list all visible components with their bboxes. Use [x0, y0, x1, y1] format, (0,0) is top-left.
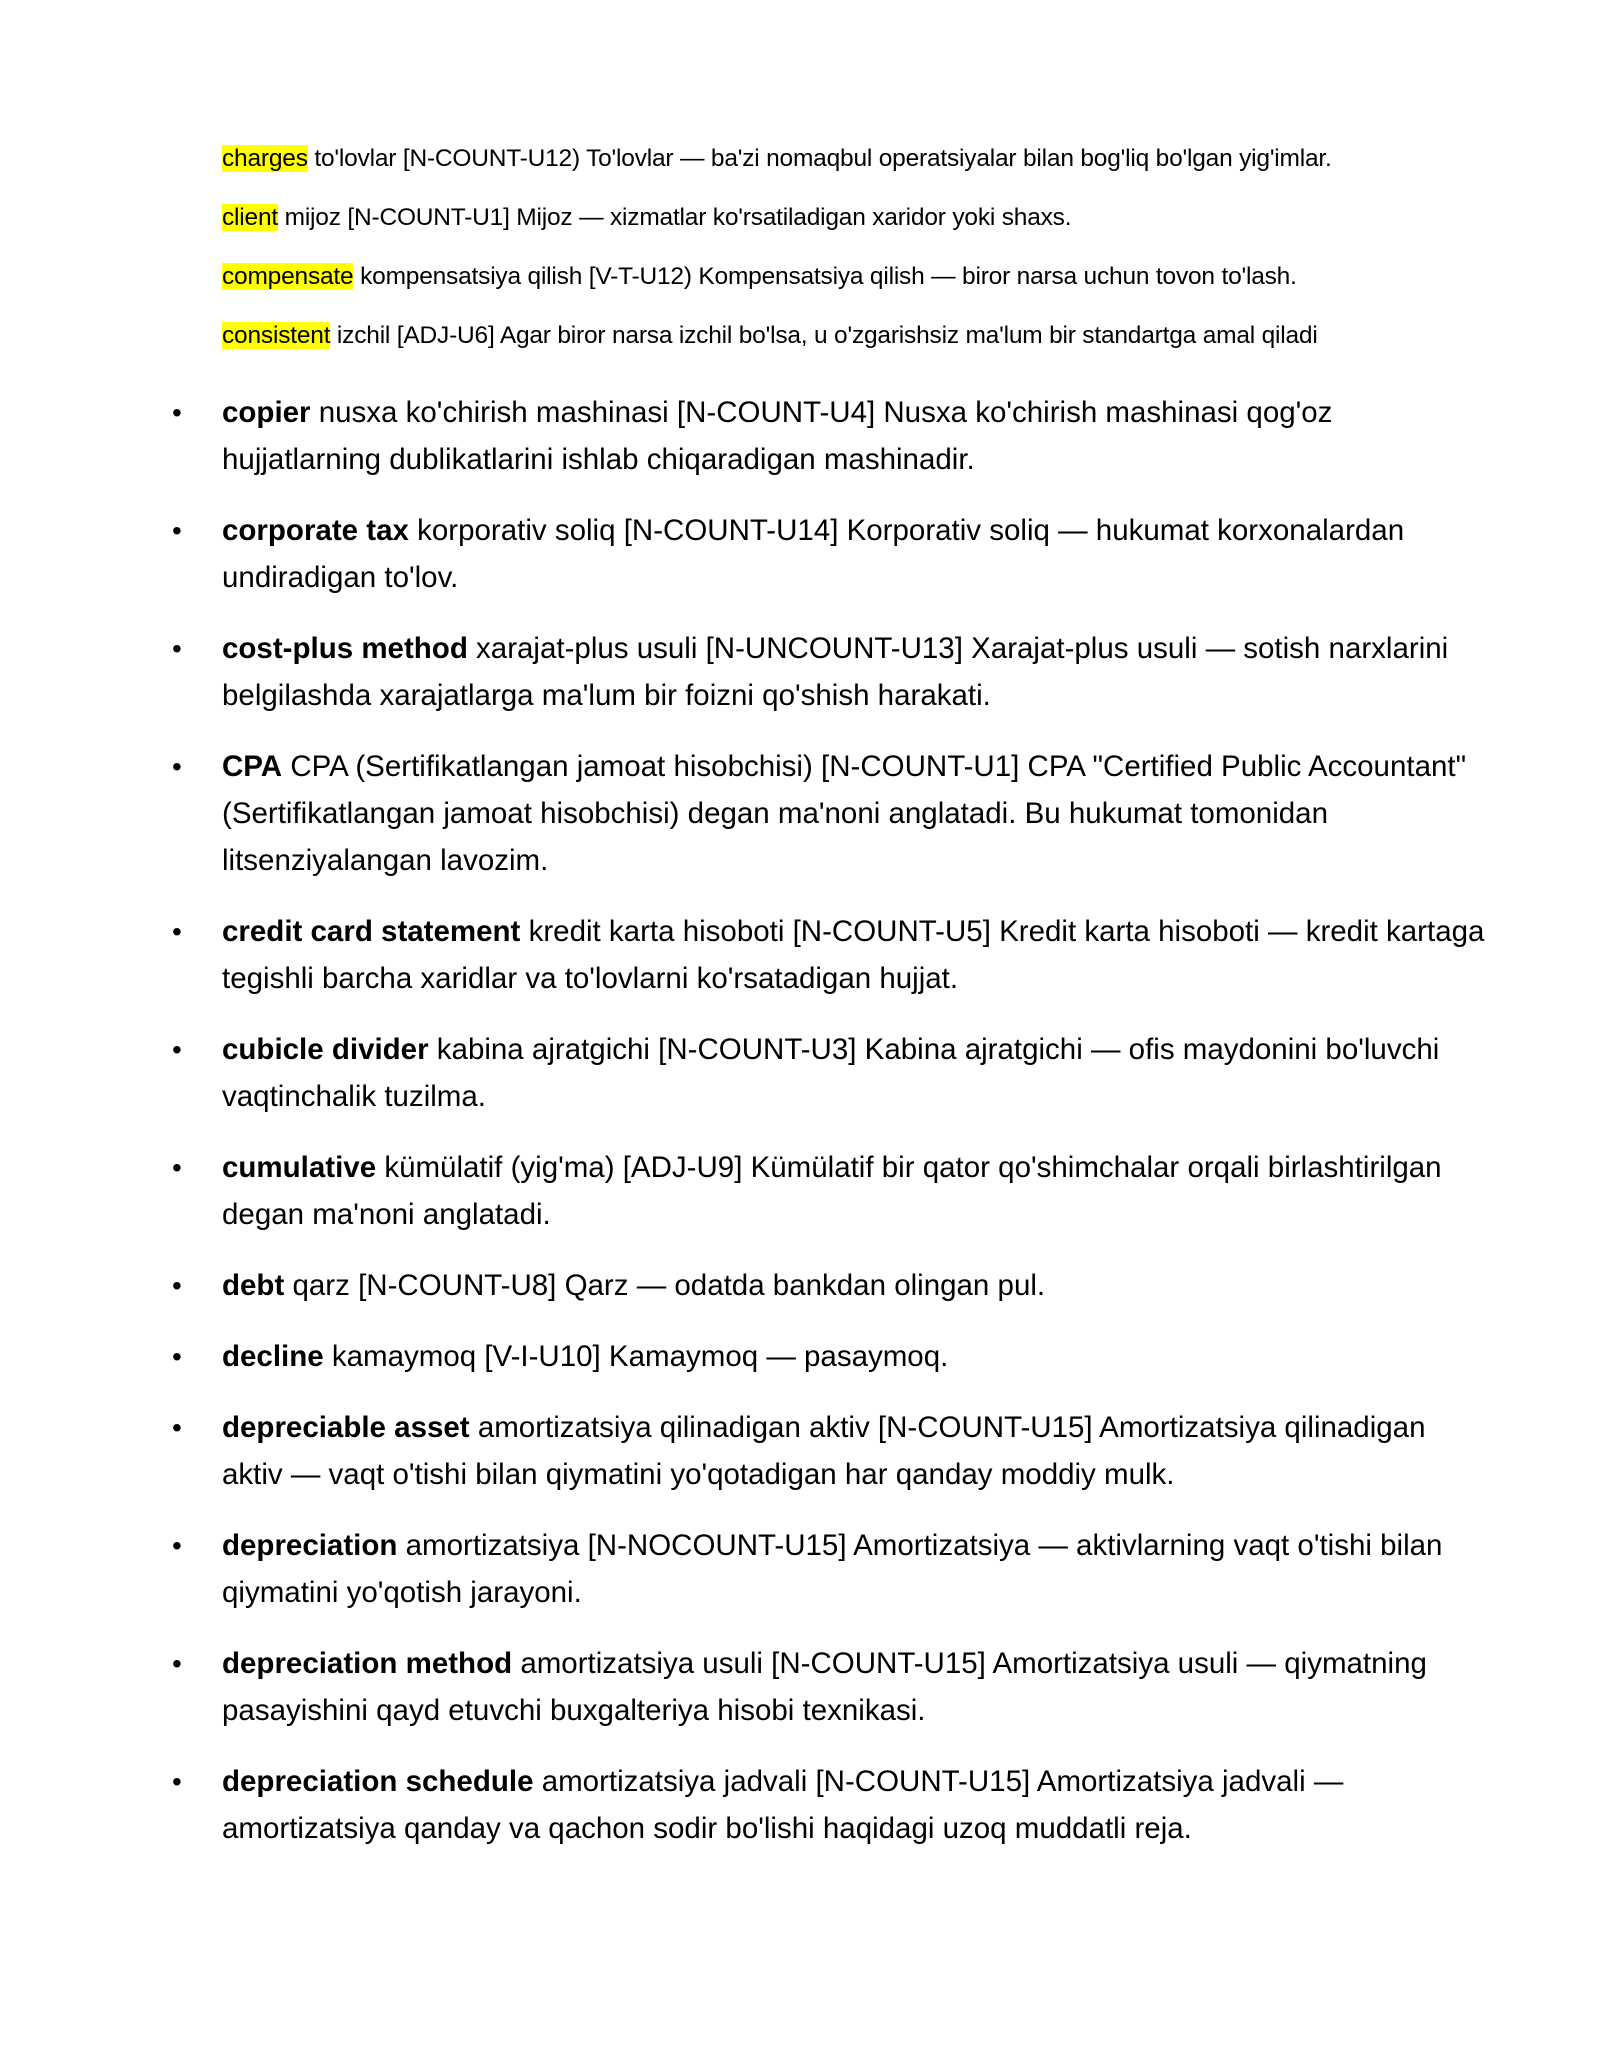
glossary-entry-compensate: [222, 260, 1522, 294]
entry-definition: kamaymoq [V-I-U10] Kamaymoq — pasaymoq.: [331, 1340, 949, 1373]
entry-term: depreciation schedule: [222, 1765, 534, 1798]
entry-definition: kümülatif (yig'ma) [ADJ-U9] Kümülatif bir qator qo'shimchalar orqali birlashtirilgan degan ma'noni anglatadi.: [222, 1151, 1442, 1231]
glossary-entry-depreciation-schedule: [172, 1758, 1492, 1852]
glossary-entry-depreciable-asset: [172, 1404, 1492, 1498]
glossary-bullet-list: [172, 389, 1492, 1876]
glossary-entry-cubicle-divider: [172, 1026, 1492, 1120]
bullet-icon: •: [172, 1341, 182, 1372]
glossary-entry-decline: [172, 1333, 1492, 1380]
glossary-entry-corporate-tax: [172, 507, 1492, 601]
entry-term: debt: [222, 1269, 285, 1302]
entry-definition: xarajat-plus usuli [N-UNCOUNT-U13] Xarajat-plus usuli — sotish narxlarini belgilashda xarajatlarga ma'lum bir foizni qo'shish harakati.: [222, 632, 1449, 712]
bullet-icon: •: [172, 751, 182, 782]
highlighted-glossary-block: [222, 142, 1522, 378]
bullet-icon: •: [172, 1766, 182, 1797]
bullet-icon: •: [172, 397, 182, 428]
glossary-entry-consistent: [222, 319, 1522, 353]
entry-definition: CPA (Sertifikatlangan jamoat hisobchisi) [N-COUNT-U1] CPA "Certified Public Accountant" (Sertifikatlangan jamoat hisobchisi) degan ma'noni anglatadi. Bu hukumat tomonidan litsenziyalangan lavozim.: [222, 750, 1467, 877]
glossary-entry-debt: [172, 1262, 1492, 1309]
entry-definition: korporativ soliq [N-COUNT-U14] Korporativ soliq — hukumat korxonalardan undiradigan to'lov.: [222, 514, 1405, 594]
entry-term: depreciation method: [222, 1647, 513, 1680]
entry-term: depreciable asset: [222, 1411, 470, 1444]
bullet-icon: •: [172, 515, 182, 546]
entry-term: cumulative: [222, 1151, 377, 1184]
entry-definition: kompensatsiya qilish [V-T-U12) Kompensatsiya qilish — biror narsa uchun tovon to'lash.: [360, 263, 1297, 290]
entry-definition: to'lovlar [N-COUNT-U12) To'lovlar — ba'zi nomaqbul operatsiyalar bilan bog'liq bo'lgan yig'imlar.: [314, 145, 1332, 172]
glossary-entry-charges: [222, 142, 1522, 176]
glossary-entry-depreciation-method: [172, 1640, 1492, 1734]
highlighted-term: charges: [222, 145, 308, 172]
bullet-icon: •: [172, 633, 182, 664]
entry-term: cost-plus method: [222, 632, 468, 665]
entry-definition: amortizatsiya usuli [N-COUNT-U15] Amortizatsiya usuli — qiymatning pasayishini qayd etuvchi buxgalteriya hisobi texnikasi.: [222, 1647, 1427, 1727]
entry-definition: mijoz [N-COUNT-U1] Mijoz — xizmatlar ko'rsatiladigan xaridor yoki shaxs.: [284, 204, 1072, 231]
entry-term: decline: [222, 1340, 324, 1373]
bullet-icon: •: [172, 1412, 182, 1443]
highlighted-term: client: [222, 204, 278, 231]
highlighted-term: consistent: [222, 322, 331, 349]
entry-term: CPA: [222, 750, 283, 783]
entry-definition: amortizatsiya [N-NOCOUNT-U15] Amortizatsiya — aktivlarning vaqt o'tishi bilan qiymatini yo'qotish jarayoni.: [222, 1529, 1443, 1609]
bullet-icon: •: [172, 1270, 182, 1301]
glossary-entry-depreciation: [172, 1522, 1492, 1616]
glossary-entry-cpa: [172, 743, 1492, 884]
entry-term: copier: [222, 396, 311, 429]
entry-definition: amortizatsiya qilinadigan aktiv [N-COUNT-U15] Amortizatsiya qilinadigan aktiv — vaqt o'tishi bilan qiymatini yo'qotadigan har qanday moddiy mulk.: [222, 1411, 1426, 1491]
entry-definition: amortizatsiya jadvali [N-COUNT-U15] Amortizatsiya jadvali — amortizatsiya qanday va qachon sodir bo'lishi haqidagi uzoq muddatli reja.: [222, 1765, 1344, 1845]
entry-term: credit card statement: [222, 915, 521, 948]
glossary-entry-cumulative: [172, 1144, 1492, 1238]
bullet-icon: •: [172, 1152, 182, 1183]
entry-term: depreciation: [222, 1529, 398, 1562]
bullet-icon: •: [172, 1648, 182, 1679]
entry-definition: izchil [ADJ-U6] Agar biror narsa izchil bo'lsa, u o'zgarishsiz ma'lum bir standartga amal qiladi: [336, 322, 1318, 349]
glossary-entry-credit-card-statement: [172, 908, 1492, 1002]
glossary-entry-copier: [172, 389, 1492, 483]
entry-term: corporate tax: [222, 514, 409, 547]
bullet-icon: •: [172, 1530, 182, 1561]
bullet-icon: •: [172, 1034, 182, 1065]
highlighted-term: compensate: [222, 263, 354, 290]
glossary-entry-cost-plus-method: [172, 625, 1492, 719]
entry-definition: kredit karta hisoboti [N-COUNT-U5] Kredit karta hisoboti — kredit kartaga tegishli barcha xaridlar va to'lovlarni ko'rsatadigan hujjat.: [222, 915, 1485, 995]
entry-definition: nusxa ko'chirish mashinasi [N-COUNT-U4] Nusxa ko'chirish mashinasi qog'oz hujjatlarning dublikatlarini ishlab chiqaradigan mashinadir.: [222, 396, 1333, 476]
entry-term: cubicle divider: [222, 1033, 429, 1066]
bullet-icon: •: [172, 916, 182, 947]
glossary-entry-client: [222, 201, 1522, 235]
entry-definition: kabina ajratgichi [N-COUNT-U3] Kabina ajratgichi — ofis maydonini bo'luvchi vaqtinchalik tuzilma.: [222, 1033, 1440, 1113]
entry-definition: qarz [N-COUNT-U8] Qarz — odatda bankdan olingan pul.: [292, 1269, 1046, 1302]
